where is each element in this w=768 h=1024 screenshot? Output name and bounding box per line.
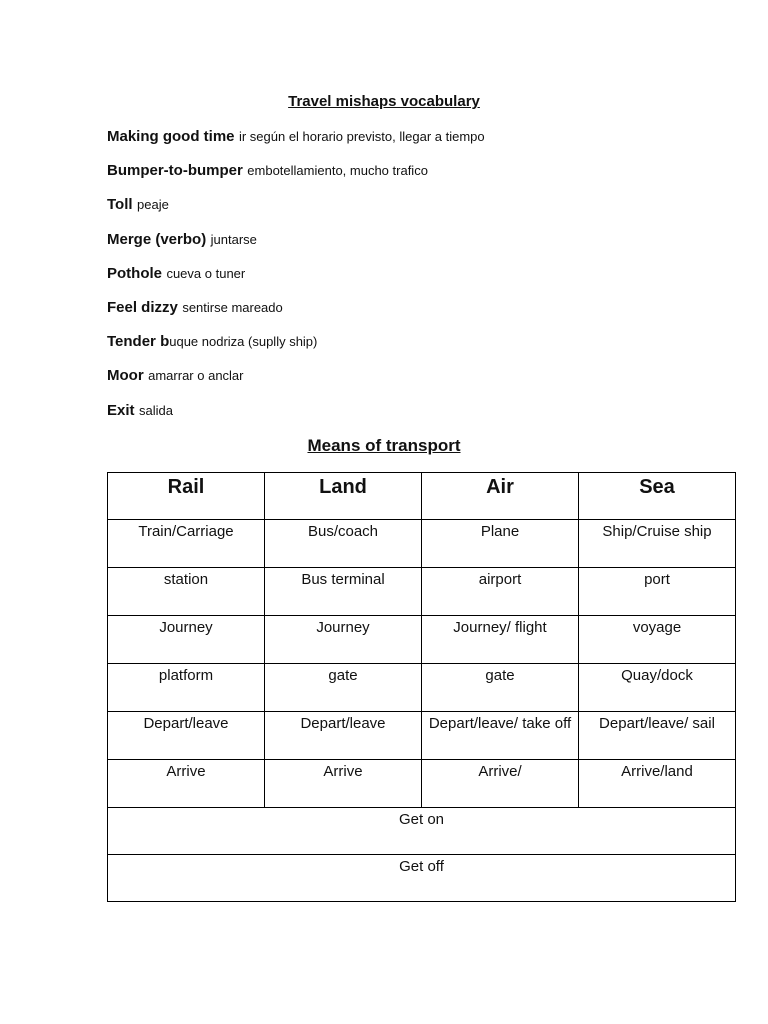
transport-table [107, 472, 736, 902]
vocab-item [107, 194, 727, 228]
table-cell: Train/Carriage [108, 520, 265, 568]
vocab-item [107, 400, 727, 434]
vocab-term: Exit [107, 401, 135, 419]
table-cell-get-on: Get on [108, 808, 736, 855]
vocab-item [107, 263, 727, 297]
vocab-definition: peaje [137, 197, 169, 213]
table-row [108, 616, 736, 664]
table-header-row [108, 473, 736, 520]
table-cell: port [579, 568, 736, 616]
vocab-term: Toll [107, 196, 133, 214]
vocab-definition: amarrar o anclar [148, 368, 244, 384]
table-cell: Depart/leave [108, 712, 265, 760]
vocab-item [107, 365, 727, 399]
table-cell: station [108, 568, 265, 616]
table-cell: Arrive [265, 760, 422, 808]
table-cell: Arrive [108, 760, 265, 808]
table-cell: Depart/leave [265, 712, 422, 760]
column-header-air: Air [422, 473, 579, 520]
vocab-item [107, 331, 727, 365]
table-cell: Depart/leave/ sail [579, 712, 736, 760]
table-cell: gate [265, 664, 422, 712]
vocab-term: Moor [107, 367, 144, 385]
vocab-item [107, 297, 727, 331]
table-cell: Arrive/land [579, 760, 736, 808]
table-cell: airport [422, 568, 579, 616]
vocab-definition: juntarse [210, 231, 257, 247]
table-cell: Ship/Cruise ship [579, 520, 736, 568]
table-cell: platform [108, 664, 265, 712]
table-row-get-off [108, 855, 736, 902]
column-header-land: Land [265, 473, 422, 520]
vocab-term: Pothole [107, 264, 162, 282]
table-cell-get-off: Get off [108, 855, 736, 902]
vocab-term: Tender b [107, 333, 170, 351]
vocab-term: Merge (verbo) [107, 230, 207, 248]
table-cell: Depart/leave/ take off [422, 712, 579, 760]
table-row [108, 520, 736, 568]
table-cell: Journey [108, 616, 265, 664]
table-row [108, 760, 736, 808]
vocab-definition: uque nodriza (suplly ship) [169, 334, 318, 350]
vocab-item [107, 160, 727, 194]
table-cell: Plane [422, 520, 579, 568]
table-row [108, 664, 736, 712]
vocab-definition: cueva o tuner [166, 265, 246, 281]
column-header-rail: Rail [108, 473, 265, 520]
vocab-term: Making good time [107, 128, 235, 145]
table-row-get-on [108, 808, 736, 855]
vocab-definition: embotellamiento, mucho trafico [247, 163, 428, 179]
table-cell: gate [422, 664, 579, 712]
vocabulary-list [107, 126, 727, 434]
table-row [108, 568, 736, 616]
page-title: Travel mishaps vocabulary [288, 93, 480, 110]
table-cell: Journey/ flight [422, 616, 579, 664]
vocab-term: Bumper-to-bumper [107, 162, 243, 180]
vocab-definition: sentirse mareado [182, 299, 283, 315]
column-header-sea: Sea [579, 473, 736, 520]
vocab-item [107, 126, 727, 160]
table-cell: Arrive/ [422, 760, 579, 808]
table-cell: voyage [579, 616, 736, 664]
table-cell: Bus terminal [265, 568, 422, 616]
table-row [108, 712, 736, 760]
vocab-term: Feel dizzy [107, 298, 178, 316]
section-title: Means of transport [307, 436, 461, 455]
table-cell: Quay/dock [579, 664, 736, 712]
table-cell: Bus/coach [265, 520, 422, 568]
vocab-item [107, 229, 727, 263]
vocab-definition: ir según el horario previsto, llegar a tiempo [238, 129, 485, 144]
table-cell: Journey [265, 616, 422, 664]
vocab-definition: salida [138, 402, 173, 418]
